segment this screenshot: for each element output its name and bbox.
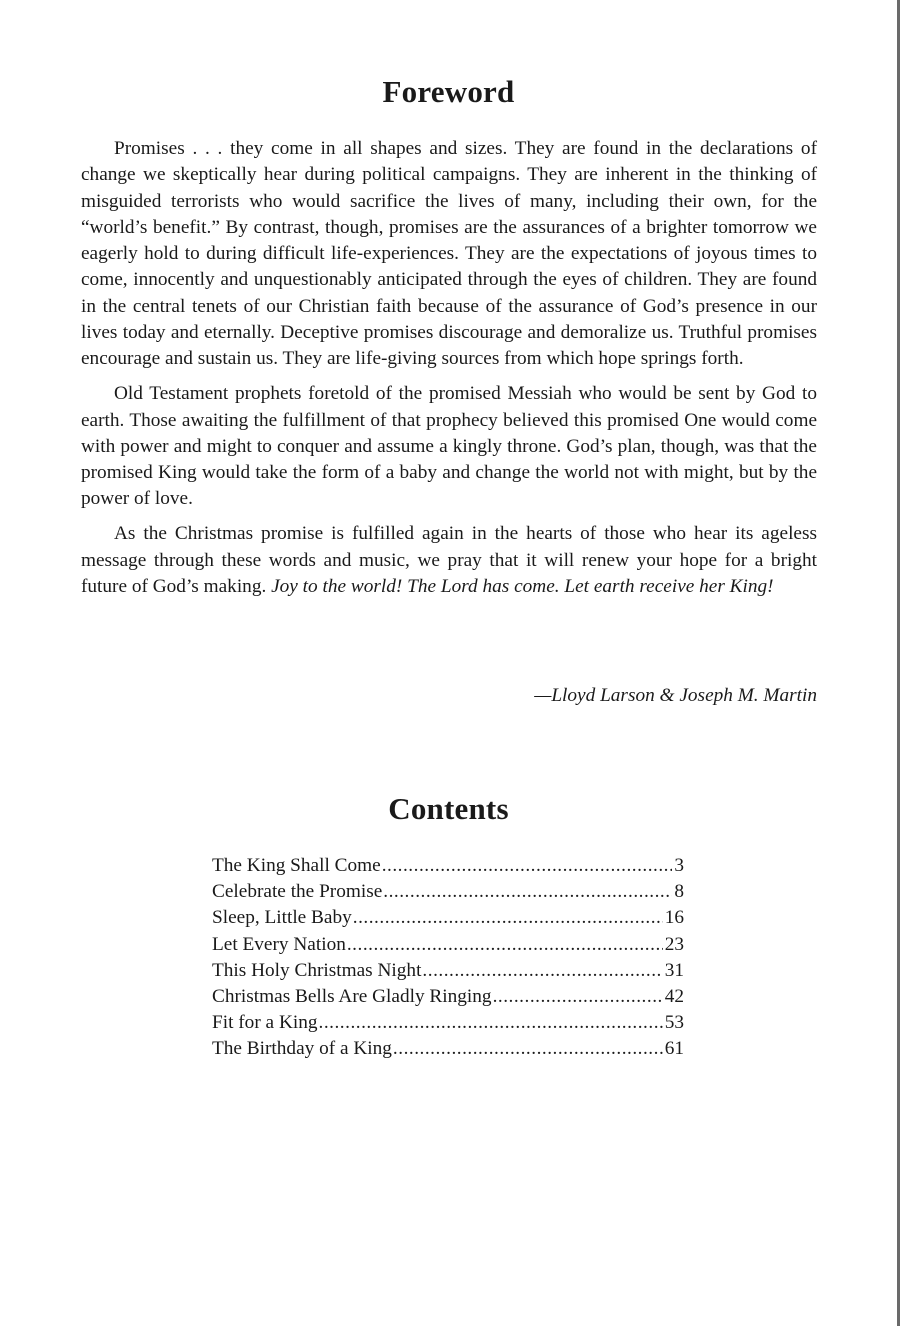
- toc-entry-page: 42: [664, 986, 684, 1008]
- toc-entry-page: 61: [664, 1038, 684, 1060]
- toc-entry-title: Sleep, Little Baby: [212, 907, 352, 929]
- toc-entry-title: Let Every Nation: [212, 933, 346, 955]
- toc-entry: [212, 958, 684, 984]
- toc-dot-leader: [353, 905, 663, 931]
- toc-entry-page: 23: [664, 933, 684, 955]
- toc-entry-title: This Holy Christmas Night: [212, 959, 422, 981]
- toc-entry-title: Christmas Bells Are Gladly Ringing: [212, 986, 492, 1008]
- toc-entry: [212, 905, 684, 931]
- toc-dot-leader: [393, 1036, 663, 1062]
- toc-dot-leader: [382, 853, 673, 879]
- toc-entry-title: Fit for a King: [212, 1012, 318, 1034]
- toc-dot-leader: [347, 932, 663, 958]
- toc-entry: [212, 984, 684, 1010]
- foreword-heading: Foreword: [382, 74, 515, 109]
- toc-entry-page: 31: [664, 959, 684, 981]
- foreword-signature: —Lloyd Larson & Joseph M. Martin: [534, 685, 817, 706]
- foreword-paragraph-3: [81, 521, 817, 600]
- toc-entry: [212, 853, 684, 879]
- toc-entry-page: 16: [664, 907, 684, 929]
- toc-entry-page: 8: [674, 881, 684, 903]
- contents-heading: Contents: [388, 791, 509, 826]
- foreword-paragraph-3-text: As the Christmas promise is fulfilled again in the hearts of those who hear its ageless message through these words and music, we pray that it will renew your hope for a bright future of God’s making.: [81, 523, 817, 597]
- toc-entry-title: Celebrate the Promise: [212, 881, 383, 903]
- foreword-paragraph-3-italic: Joy to the world! The Lord has come. Let earth receive her King!: [271, 575, 774, 597]
- toc-entry: [212, 1010, 684, 1036]
- toc-dot-leader: [422, 958, 662, 984]
- foreword-body: [81, 136, 817, 609]
- toc-entry: [212, 1036, 684, 1062]
- foreword-paragraph-1: Promises . . . they come in all shapes and sizes. They are found in the declarations of change we skeptically hear during political campaigns. They are inherent in the thinking of misguided terrorists who would sacrifice the lives of many, including their own, for the “world’s benefit.” By contrast, though, promises are the assurances of a brighter tomorrow we eagerly hold to during difficult life-experiences. They are the expectations of joyous times to come, innocently and unquestionably anticipated through the eyes of children. They are found in the central tenets of our Christian faith because of the assurance of God’s presence in our lives today and eternally. Deceptive promises discourage and demoralize us. Truthful promises encourage and sustain us. They are life-giving sources from which hope springs forth.: [81, 138, 817, 370]
- toc-entry-title: The King Shall Come: [212, 855, 381, 876]
- toc-entry-page: 53: [664, 1012, 684, 1034]
- toc-entry: [212, 932, 684, 958]
- table-of-contents: [212, 853, 684, 1063]
- toc-entry-title: The Birthday of a King: [212, 1038, 392, 1060]
- toc-dot-leader: [493, 984, 663, 1010]
- foreword-paragraph-2: Old Testament prophets foretold of the promised Messiah who would be sent by God to earth. Those awaiting the fulfillment of that prophecy believed this promised One would come with power and might to conquer and assume a kingly throne. God’s plan, though, was that the promised King would take the form of a baby and change the world not with might, but by the power of love.: [81, 383, 817, 510]
- toc-dot-leader: [319, 1010, 663, 1036]
- toc-dot-leader: [383, 879, 672, 905]
- toc-entry: [212, 879, 684, 905]
- toc-entry-page: 3: [674, 855, 684, 876]
